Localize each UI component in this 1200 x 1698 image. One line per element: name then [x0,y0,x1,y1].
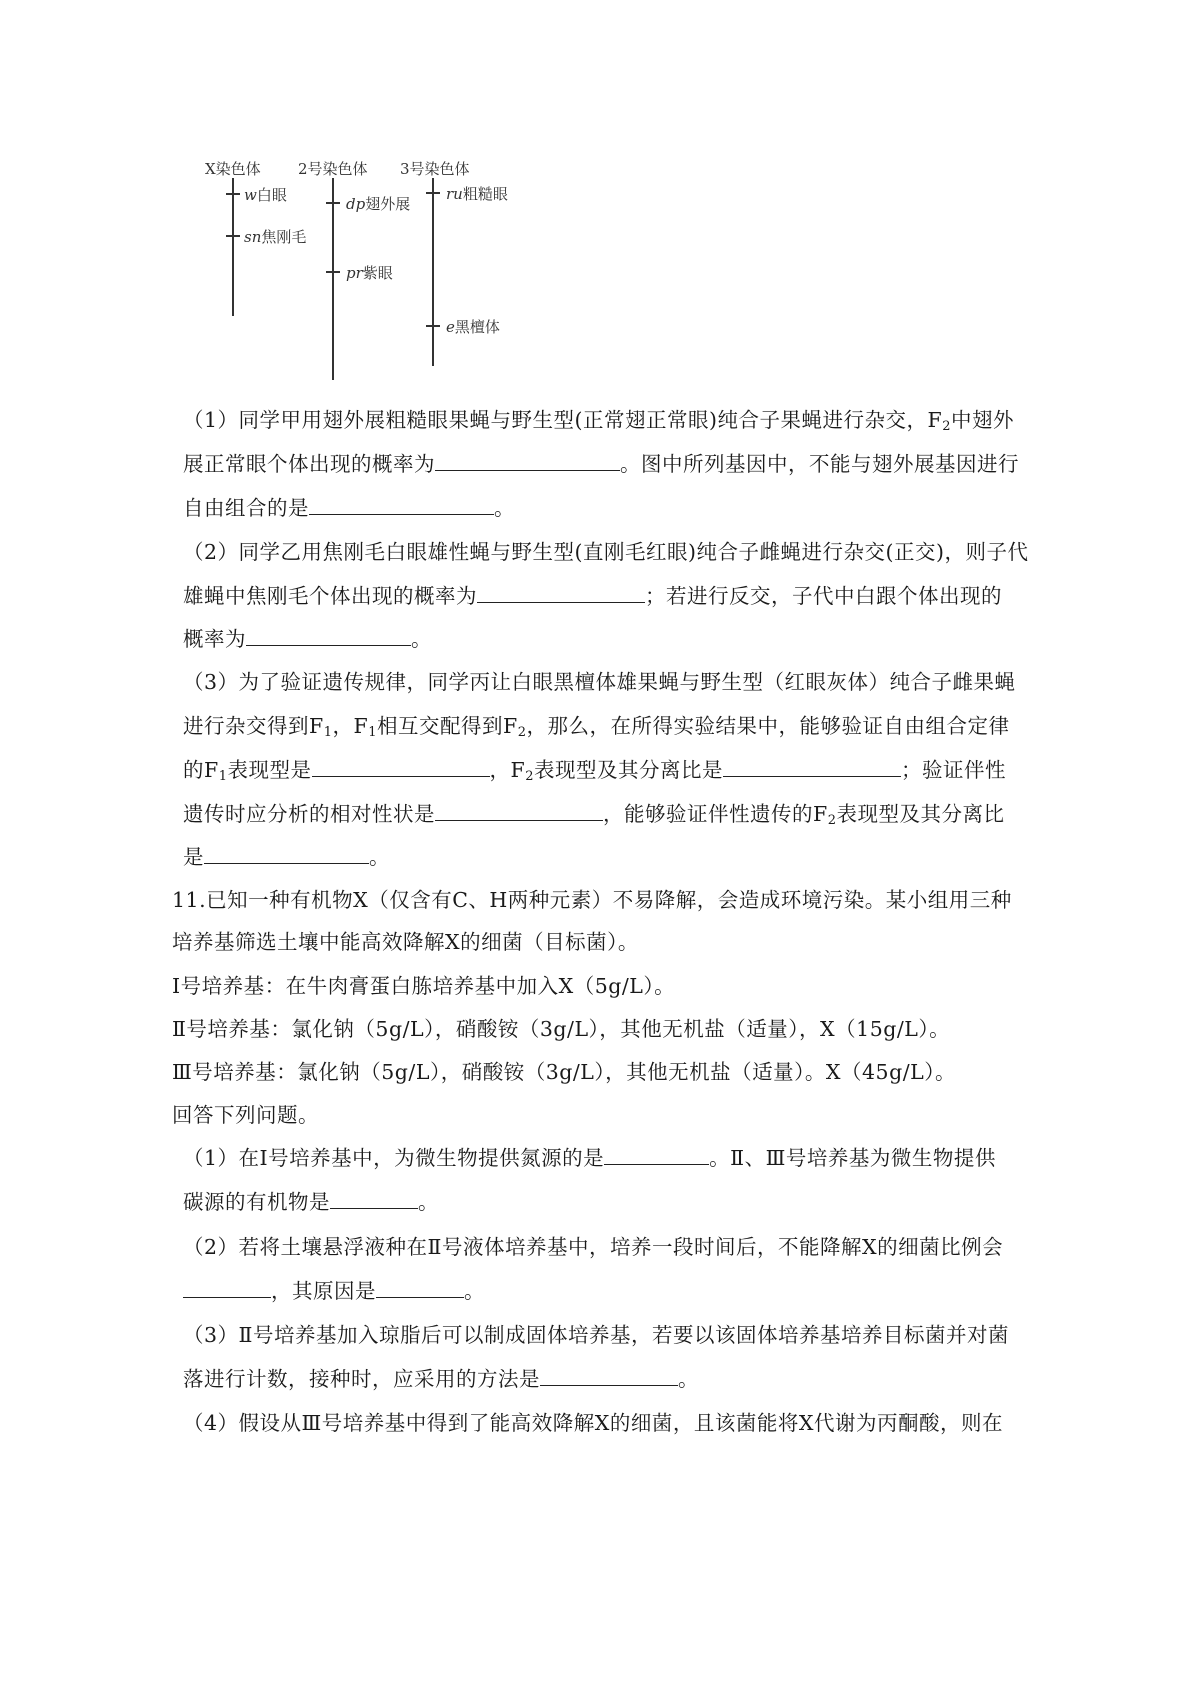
answer-blank[interactable] [376,1279,464,1298]
answer-blank[interactable] [246,627,411,646]
gene-tick [226,235,240,237]
gene-tick [326,202,340,204]
answer-blank[interactable] [540,1367,678,1386]
gene-tick [226,193,240,195]
answer-blank[interactable] [330,1190,418,1209]
gene-label-e: e黑檀体 [446,318,500,336]
gene-label-dp: dp翅外展 [346,195,411,213]
q10-part3-line2: 进行杂交得到$F_1$，$F_1$相互交配得到$F_2$，那么，在所得实验结果中，能够验证自由组合定律 [183,714,1010,740]
q10-part3-line5: 是 。 [183,845,390,869]
q10-part1-line2: 展正常眼个体出现的概率为 。图中所列基因中，不能与翅外展基因进行 [183,452,1019,476]
answer-blank[interactable] [477,584,645,603]
q10-part1-line1: （1）同学甲用翅外展粗糙眼果蝇与野生型(正常翅正常眼)纯合子果蝇进行杂交，$F_2$中翅外 [183,408,1015,434]
q11-part4-line1: （4）假设从Ⅲ号培养基中得到了能高效降解X的细菌，且该菌能将X代谢为丙酮酸，则在 [183,1411,1003,1435]
q11-part3-line2: 落进行计数，接种时，应采用的方法是 。 [183,1367,699,1391]
chromosome-x-title: X染色体 [205,160,261,178]
q10-part2-line1: （2）同学乙用焦刚毛白眼雄性蝇与野生型(直刚毛红眼)纯合子雌蝇进行杂交(正交)，则子代 [183,540,1029,564]
answer-blank[interactable] [183,1279,271,1298]
q11-medium-1: Ⅰ号培养基：在牛肉膏蛋白胨培养基中加入X（5g/L）。 [172,974,676,998]
q10-part3-line1: （3）为了验证遗传规律，同学丙让白眼黑檀体雄果蝇与野生型（红眼灰体）纯合子雌果蝇 [183,670,1016,694]
gene-tick [426,325,440,327]
q11-intro-line2: 培养基筛选土壤中能高效降解X的细菌（目标菌）。 [172,930,639,954]
q11-part2-line2: ，其原因是 。 [183,1279,485,1303]
q10-part2-line2: 雄蝇中焦刚毛个体出现的概率为 ；若进行反交，子代中白跟个体出现的 [183,584,1002,608]
chromosome-3-line [432,178,434,366]
q11-part3-line1: （3）Ⅱ号培养基加入琼脂后可以制成固体培养基，若要以该固体培养基培养目标菌并对菌 [183,1323,1009,1347]
gene-label-ru: ru粗糙眼 [446,185,508,203]
gene-tick [426,192,440,194]
gene-label-sn: sn焦刚毛 [244,228,307,246]
answer-blank[interactable] [723,758,901,777]
q10-part2-line3: 概率为 。 [183,627,432,651]
chromosome-diagram [200,158,540,418]
chromosome-x-line [232,178,234,316]
chromosome-2-title: 2号染色体 [298,160,368,178]
q11-intro-line1: 11.已知一种有机物X（仅含有C、H两种元素）不易降解，会造成环境污染。某小组用三种 [172,888,1012,912]
q11-part1-line1: （1）在Ⅰ号培养基中，为微生物提供氮源的是 。Ⅱ、Ⅲ号培养基为微生物提供 [183,1146,996,1170]
answer-blank[interactable] [309,496,494,515]
q10-part3-line4: 遗传时应分析的相对性状是 ，能够验证伴性遗传的$F_2$表现型及其分离比 [183,802,1005,828]
q10-part1-line3: 自由组合的是 。 [183,496,515,520]
answer-blank[interactable] [604,1146,709,1165]
gene-label-w: w白眼 [244,186,287,204]
gene-tick [326,271,340,273]
answer-blank[interactable] [312,758,490,777]
answer-blank[interactable] [204,845,369,864]
gene-label-pr: pr紫眼 [346,264,393,282]
chromosome-2-line [332,178,334,380]
answer-blank[interactable] [435,802,603,821]
q11-medium-2: Ⅱ号培养基：氯化钠（5g/L），硝酸铵（3g/L），其他无机盐（适量），X（15g/L）。 [172,1017,951,1041]
q11-prompt: 回答下列问题。 [172,1103,319,1127]
q11-part1-line2: 碳源的有机物是 。 [183,1190,439,1214]
answer-blank[interactable] [435,452,620,471]
chromosome-3-title: 3号染色体 [400,160,470,178]
q10-part3-line3: 的$F_1$表现型是 ，$F_2$表现型及其分离比是 ；验证伴性 [183,758,1007,784]
q11-medium-3: Ⅲ号培养基：氯化钠（5g/L），硝酸铵（3g/L），其他无机盐（适量）。X（45g/L）。 [172,1060,956,1084]
q11-part2-line1: （2）若将土壤悬浮液种在Ⅱ号液体培养基中，培养一段时间后，不能降解X的细菌比例会 [183,1235,1004,1259]
